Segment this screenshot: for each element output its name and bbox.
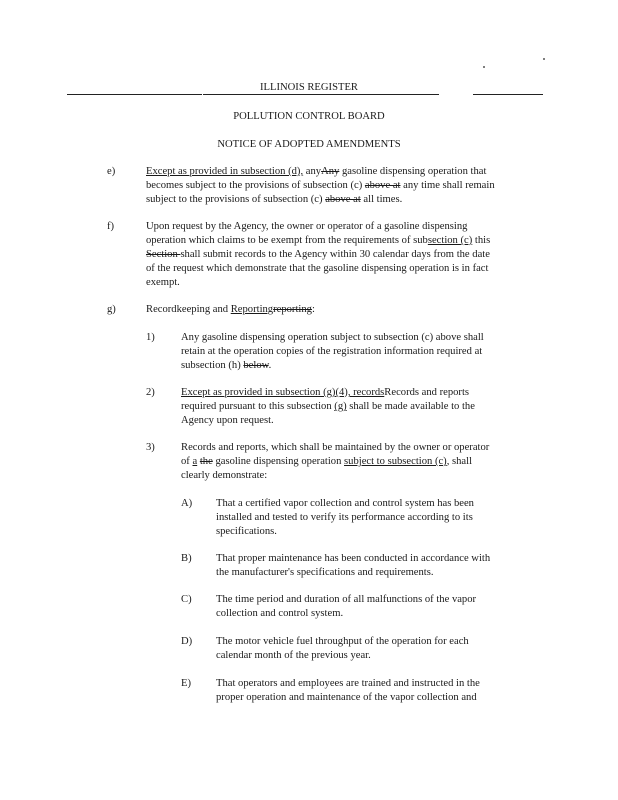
- struck-deletion: the: [199, 456, 213, 467]
- subsection-f-line-1: Upon request by the Agency, the owner or operator of a gasoline dispensing: [146, 221, 468, 232]
- struck-deletion: Section: [146, 249, 181, 260]
- subitem-b-line: That proper maintenance has been conducted in accordance with: [216, 553, 491, 564]
- struck-deletion: Any: [321, 166, 340, 177]
- subitem-c-line: The time period and duration of all malfunctions of the vapor: [216, 594, 477, 605]
- item-1-line-2: retain at the operation copies of the registration information required at: [181, 346, 483, 357]
- subsection-e-line-3: subject to the provisions of subsection (c) above at all times.: [146, 194, 403, 205]
- underlined-insert: section (c): [427, 235, 473, 246]
- register-title: ILLINOIS REGISTER: [260, 82, 358, 93]
- notice-title: NOTICE OF ADOPTED AMENDMENTS: [217, 139, 401, 150]
- item-3-line-2: of a the gasoline dispensing operation subject to subsection (c), shall: [181, 456, 473, 467]
- subsection-f-line-5: exempt.: [146, 277, 180, 288]
- header-rule-right: [473, 94, 543, 95]
- underlined-insert: section (g)(4), records: [290, 387, 385, 398]
- underlined-insert: a: [192, 456, 198, 467]
- scan-speck: [543, 58, 545, 60]
- item-1-label: 1): [146, 332, 155, 343]
- subsection-e-line-1: Except as provided in subsection (d), anyAny gasoline dispensing operation that: [146, 166, 487, 177]
- struck-deletion: below: [243, 360, 269, 371]
- scan-speck: [483, 66, 485, 68]
- header-rule-middle: [203, 94, 439, 95]
- subitem-d-line: calendar month of the previous year.: [216, 650, 371, 661]
- board-name: POLLUTION CONTROL BOARD: [233, 111, 385, 122]
- subitem-d-line: The motor vehicle fuel throughput of the operation for each: [216, 636, 469, 647]
- subitem-c-label: C): [181, 594, 192, 605]
- subitem-a-line: specifications.: [216, 526, 277, 537]
- header-rule-left: [67, 94, 202, 95]
- item-2-line-3: Agency upon request.: [181, 415, 274, 426]
- subitem-e-line: proper operation and maintenance of the vapor collection and: [216, 692, 477, 703]
- subitem-e-label: E): [181, 678, 191, 689]
- item-3-label: 3): [146, 442, 155, 453]
- subitem-c-line: collection and control system.: [216, 608, 344, 619]
- subsection-f-line-2: operation which claims to be exempt from the requirements of subsection (c) this: [146, 235, 491, 246]
- item-2-label: 2): [146, 387, 155, 398]
- subsection-f-line-4: of the request which demonstrate that the gasoline dispensing operation is in fact: [146, 263, 489, 274]
- underlined-insert: Except as provided in subsection (d),: [146, 166, 304, 177]
- subsection-e-line-2: becomes subject to the provisions of subsection (c) above at any time shall remain: [146, 180, 495, 191]
- subitem-b-line: the manufacturer's specifications and requirements.: [216, 567, 434, 578]
- item-3-line-3: clearly demonstrate:: [181, 470, 268, 481]
- subsection-g-heading: Recordkeeping and Reportingreporting:: [146, 304, 315, 315]
- item-1-line-3: subsection (h) below.: [181, 360, 272, 371]
- subitem-d-label: D): [181, 636, 193, 647]
- item-2-line-2: required pursuant to this subsection (g) shall be made available to the: [181, 401, 475, 412]
- item-2-line-1: Except as provided in subsection (g)(4), recordsRecords and reports: [181, 387, 470, 398]
- subitem-a-line: installed and tested to verify its performance according to its: [216, 512, 473, 523]
- struck-deletion: above at: [325, 194, 361, 205]
- struck-deletion: above at: [364, 180, 401, 191]
- subitem-a-label: A): [181, 498, 193, 509]
- underlined-insert: Reporting: [230, 304, 274, 315]
- underlined-insert: subject to subsection (c): [344, 456, 447, 467]
- subsection-g-label: g): [107, 304, 116, 315]
- subitem-a-line: That a certified vapor collection and control system has been: [216, 498, 474, 509]
- underlined-insert: Except as provided in sub: [181, 387, 291, 398]
- struck-deletion: reporting: [273, 304, 312, 315]
- item-1-line-1: Any gasoline dispensing operation subject to subsection (c) above shall: [181, 332, 484, 343]
- subsection-f-label: f): [107, 221, 115, 232]
- subsection-f-line-3: Section shall submit records to the Agency within 30 calendar days from the date: [146, 249, 490, 260]
- underlined-insert: (g): [334, 401, 347, 412]
- subitem-e-line: That operators and employees are trained and instructed in the: [216, 678, 480, 689]
- subsection-e-label: e): [107, 166, 116, 177]
- subitem-b-label: B): [181, 553, 192, 564]
- item-3-line-1: Records and reports, which shall be maintained by the owner or operator: [181, 442, 490, 453]
